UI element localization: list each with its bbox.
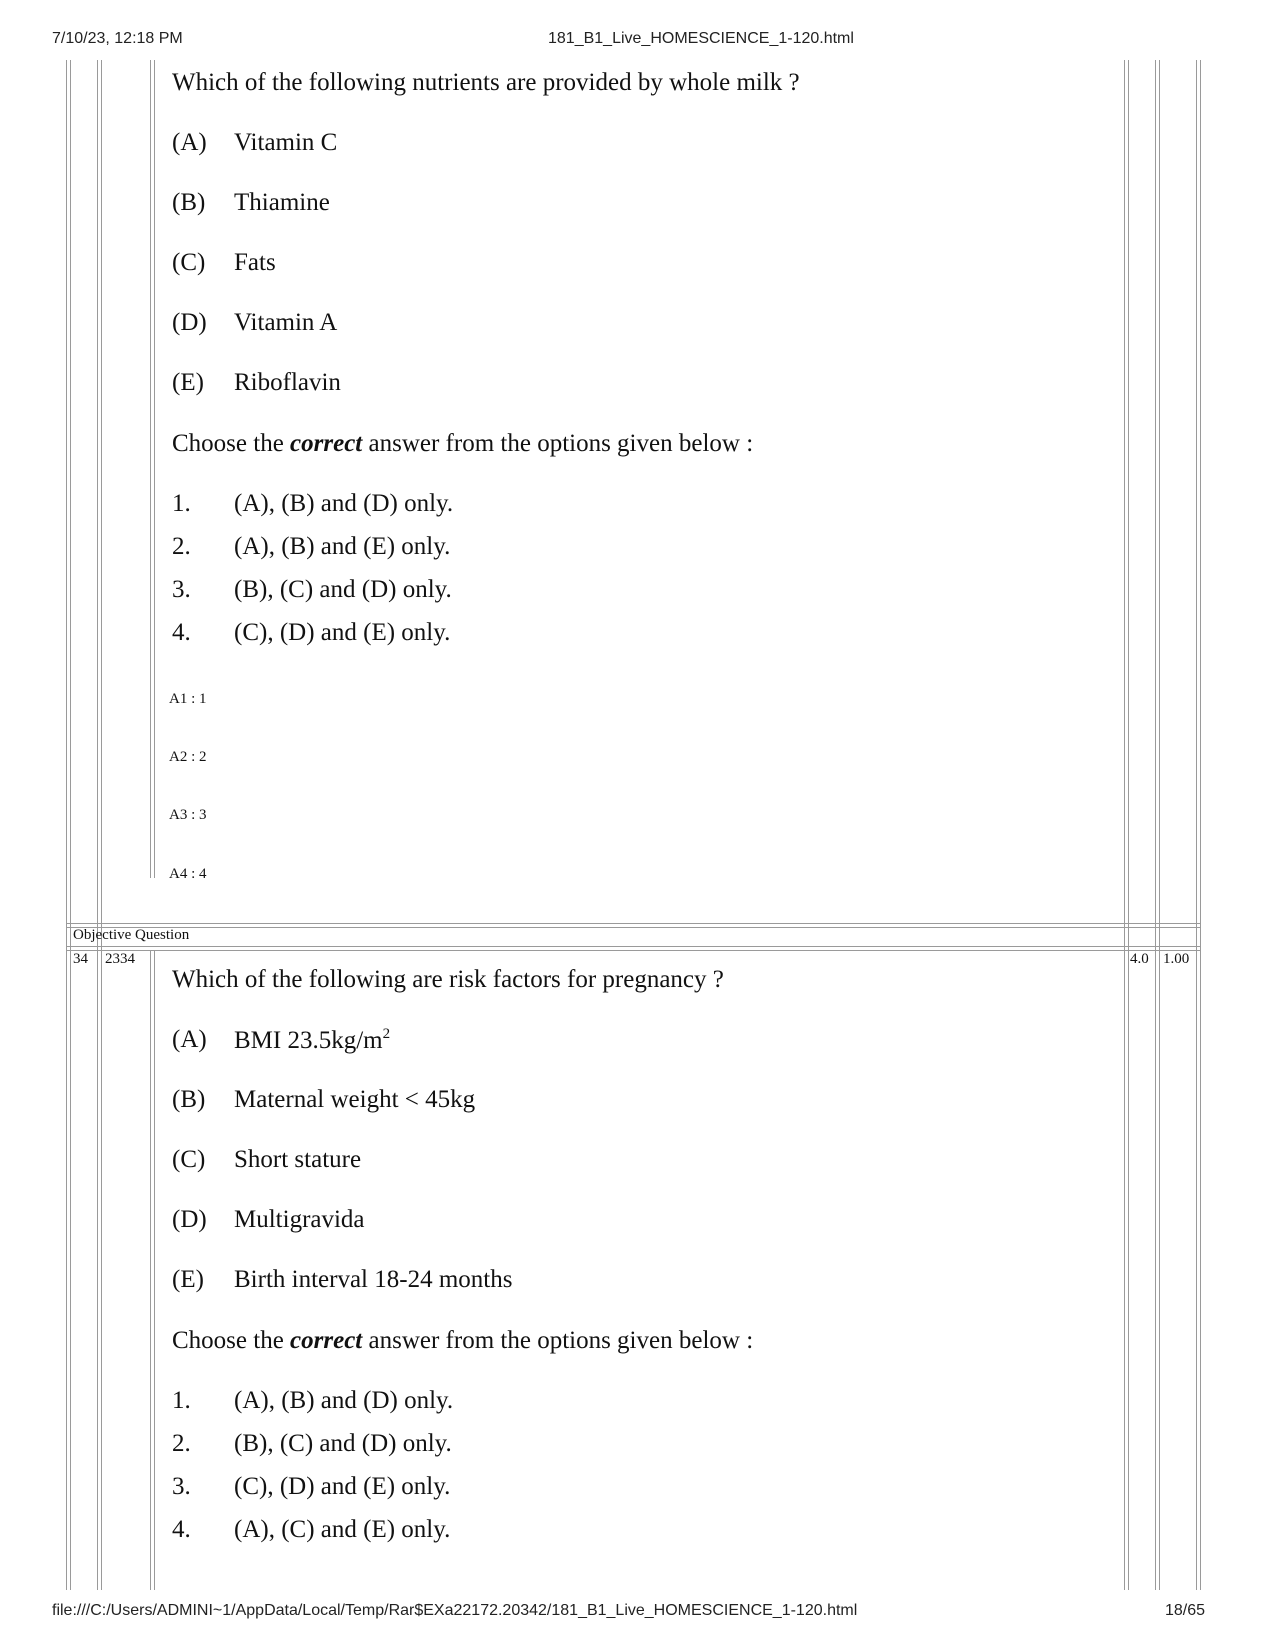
q2-answer-text: (A), (C) and (E) only. xyxy=(234,1516,451,1543)
q1-option-label: (A) xyxy=(172,129,207,156)
print-doc-title: 181_B1_Live_HOMESCIENCE_1-120.html xyxy=(548,30,854,47)
q1-answer-text: (B), (C) and (D) only. xyxy=(234,576,452,603)
q1-option-text: Vitamin A xyxy=(234,309,338,336)
q1-answer-key: A2 : 2 xyxy=(169,749,207,765)
question-marks: 4.0 xyxy=(1130,951,1149,967)
q1-option-label: (B) xyxy=(172,189,206,216)
q1-answer-text: (A), (B) and (E) only. xyxy=(234,533,451,560)
q2-option-text: Birth interval 18-24 months xyxy=(234,1266,513,1293)
question-2-text: Which of the following are risk factors for pregnancy ? xyxy=(172,966,724,993)
q1-answer-number: 2. xyxy=(172,533,191,560)
question-1-text: Which of the following nutrients are provided by whole milk ? xyxy=(172,69,800,96)
q1-answer-text: (A), (B) and (D) only. xyxy=(234,490,454,517)
q1-option-label: (C) xyxy=(172,249,206,276)
q2-answer-number: 1. xyxy=(172,1387,191,1414)
q2-option-label: (B) xyxy=(172,1086,206,1113)
q1-answer-key: A3 : 3 xyxy=(169,807,207,823)
q2-answer-number: 3. xyxy=(172,1473,191,1500)
q2-answer-text: (B), (C) and (D) only. xyxy=(234,1430,452,1457)
q2-option-label: (A) xyxy=(172,1026,207,1053)
q1-answer-number: 3. xyxy=(172,576,191,603)
question-serial: 34 xyxy=(73,951,88,967)
q2-option-text: Short stature xyxy=(234,1146,362,1173)
q1-answer-number: 4. xyxy=(172,619,191,646)
q2-option-text: BMI $23.5kg/m^2$ xyxy=(234,1026,391,1054)
question-negative-marks: 1.00 xyxy=(1163,951,1190,967)
q1-option-text: Fats xyxy=(234,249,276,276)
q1-answer-text: (C), (D) and (E) only. xyxy=(234,619,451,646)
q1-answer-key: A4 : 4 xyxy=(169,866,207,882)
print-datetime: 7/10/23, 12:18 PM xyxy=(52,30,183,47)
q1-option-label: (E) xyxy=(172,369,204,396)
q1-option-text: Thiamine xyxy=(234,189,330,216)
q2-instruction: Choose the correct answer from the options given below : xyxy=(172,1327,754,1354)
question-type-label: Objective Question xyxy=(73,927,190,943)
q1-answer-key: A1 : 1 xyxy=(169,691,207,707)
print-file-path: file:///C:/Users/ADMINI~1/AppData/Local/Temp/Rar$EXa22172.20342/181_B1_Live_HOMESCIENCE_1-120.html xyxy=(52,1602,858,1619)
q1-answer-number: 1. xyxy=(172,490,191,517)
q1-option-text: Vitamin C xyxy=(234,129,338,156)
q2-option-label: (E) xyxy=(172,1266,204,1293)
q2-option-text: Multigravida xyxy=(234,1206,365,1233)
q1-option-label: (D) xyxy=(172,309,207,336)
q2-option-label: (C) xyxy=(172,1146,206,1173)
q2-answer-number: 2. xyxy=(172,1430,191,1457)
q1-option-text: Riboflavin xyxy=(234,369,341,396)
q2-answer-text: (C), (D) and (E) only. xyxy=(234,1473,451,1500)
q2-option-label: (D) xyxy=(172,1206,207,1233)
q2-answer-text: (A), (B) and (D) only. xyxy=(234,1387,454,1414)
q2-option-text: Maternal weight < 45kg xyxy=(234,1086,476,1113)
q2-answer-number: 4. xyxy=(172,1516,191,1543)
q1-instruction: Choose the correct answer from the options given below : xyxy=(172,430,754,457)
print-page-number: 18/65 xyxy=(1165,1602,1206,1619)
question-id: 2334 xyxy=(105,951,135,967)
